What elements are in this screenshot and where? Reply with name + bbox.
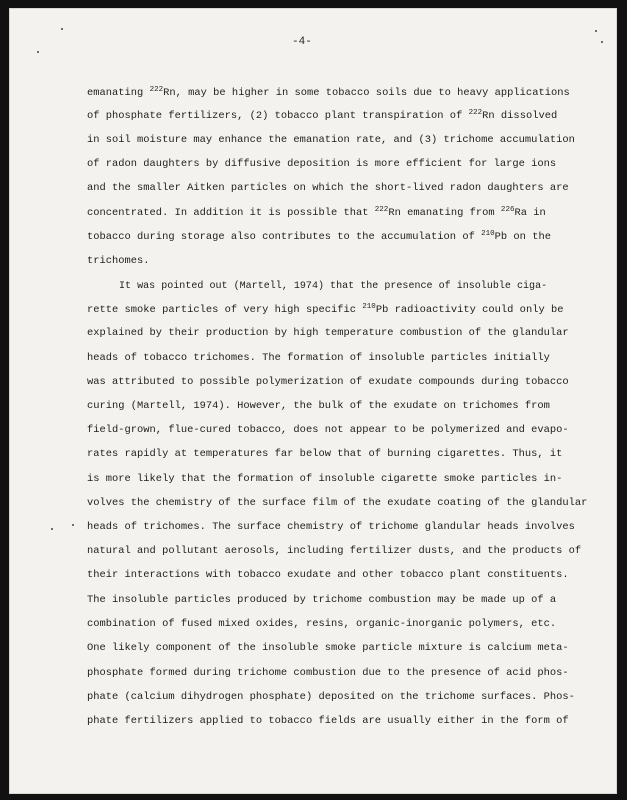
text-line-26: phate (calcium dihydrogen phosphate) deposited on the trichome surfaces. Phos- [87, 691, 575, 703]
text-line-11: explained by their production by high temperature combustion of the glandular [87, 327, 569, 339]
text-line-27: phate fertilizers applied to tobacco fields are usually either in the form of [87, 715, 569, 727]
document-page [9, 8, 617, 794]
text-line-21: their interactions with tobacco exudate and other tobacco plant constituents. [87, 569, 569, 581]
text-line-23: combination of fused mixed oxides, resins, organic-inorganic polymers, etc. [87, 618, 557, 630]
text-line-9: It was pointed out (Martell, 1974) that the presence of insoluble ciga- [119, 280, 548, 292]
text-line-20: natural and pollutant aerosols, including fertilizer dusts, and the products of [87, 545, 582, 557]
text-line-16: rates rapidly at temperatures far below that of burning cigarettes. Thus, it [87, 448, 563, 460]
text-line-15: field-grown, flue-cured tobacco, does not appear to be polymerized and evapo- [87, 424, 569, 436]
text-line-14: curing (Martell, 1974). However, the bulk of the exudate on trichomes from [87, 400, 550, 412]
text-line-24: One likely component of the insoluble smoke particle mixture is calcium meta- [87, 642, 569, 654]
text-line-12: heads of tobacco trichomes. The formation of insoluble particles initially [87, 352, 550, 364]
text-line-8: trichomes. [87, 255, 150, 267]
text-line-25: phosphate formed during trichome combustion due to the presence of acid phos- [87, 667, 569, 679]
text-line-19: heads of trichomes. The surface chemistry of trichome glandular heads involves [87, 521, 575, 533]
text-line-2: of phosphate fertilizers, (2) tobacco plant transpiration of $^{222}$Rn dissolved [87, 109, 558, 122]
text-line-18: volves the chemistry of the surface film of the exudate coating of the glandular [87, 497, 588, 509]
text-line-13: was attributed to possible polymerization of exudate compounds during tobacco [87, 376, 569, 388]
text-line-1: emanating $^{222}$Rn, may be higher in some tobacco soils due to heavy applications [87, 86, 570, 99]
text-line-3: in soil moisture may enhance the emanation rate, and (3) trichome accumulation [87, 134, 575, 146]
text-line-6: concentrated. In addition it is possible that $^{222}$Rn emanating from $^{226}$Ra in [87, 206, 546, 219]
page-number: -4- [292, 36, 312, 48]
text-line-5: and the smaller Aitken particles on which the short-lived radon daughters are [87, 182, 569, 194]
text-line-22: The insoluble particles produced by trichome combustion may be made up of a [87, 594, 557, 606]
text-line-7: tobacco during storage also contributes to the accumulation of $^{210}$Pb on the [87, 230, 551, 243]
text-line-17: is more likely that the formation of insoluble cigarette smoke particles in- [87, 473, 563, 485]
text-line-4: of radon daughters by diffusive deposition is more efficient for large ions [87, 158, 557, 170]
text-line-10: rette smoke particles of very high specific $^{210}$Pb radioactivity could only be [87, 303, 564, 316]
